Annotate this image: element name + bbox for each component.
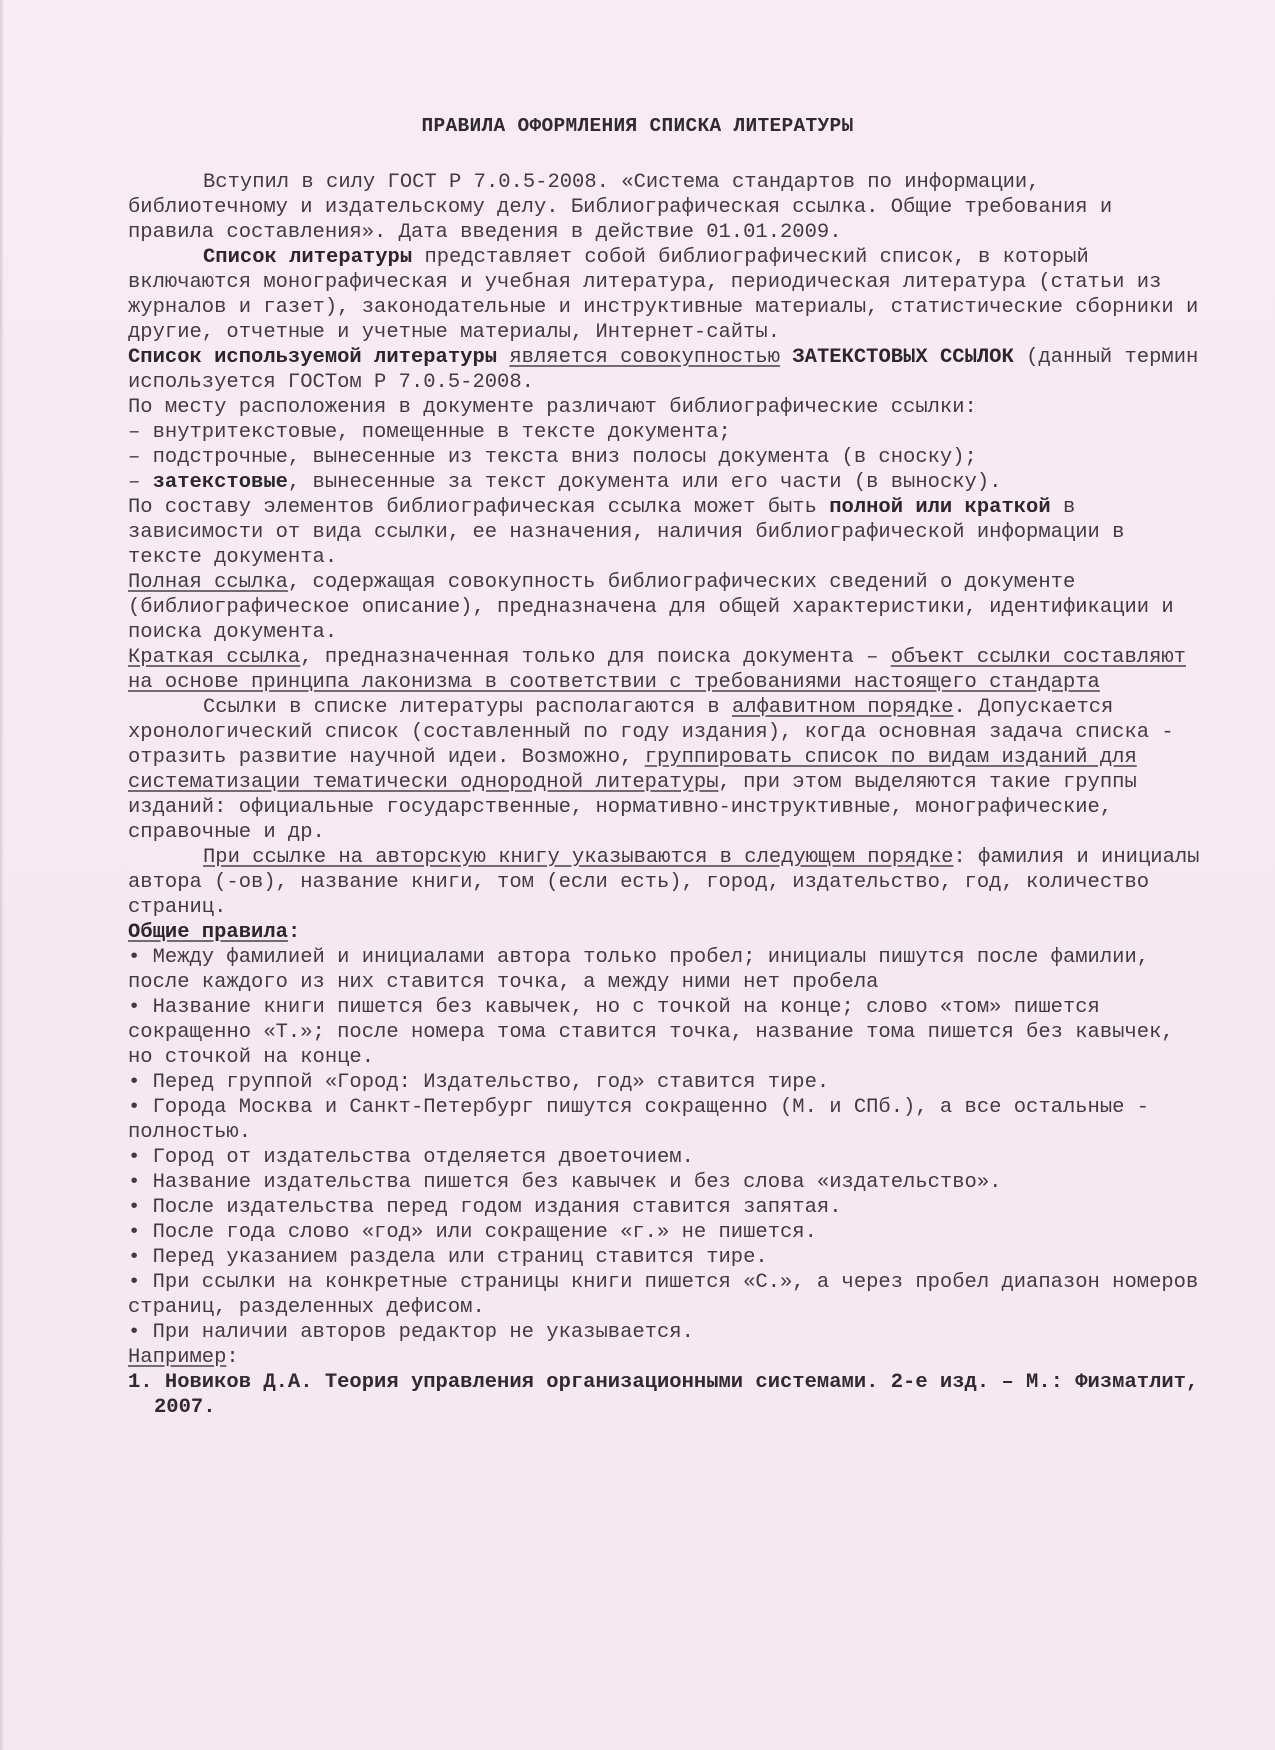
short-reference-paragraph: Краткая ссылка, предназначенная только для поиска документа – объект ссылки составляют на основе принципа лаконизма в соответствии с требованиями настоящего стандарта	[128, 646, 1186, 694]
rule-item: • Перед группой «Город: Издательство, год» ставится тире.	[128, 1071, 830, 1094]
definition-text: (данный термин используется ГОСТом Р 7.0.5-2008.	[128, 346, 1199, 394]
underlined-phrase: Краткая ссылка	[128, 646, 301, 669]
general-rules-heading: Общие правила:	[128, 921, 301, 944]
rule-item: • После издательства перед годом издания ставится запятая.	[128, 1196, 842, 1219]
example-reference: 1. Новиков Д.А. Теория управления организационными системами. 2-е изд. – М.: Физматлит, 2007.	[128, 1371, 1199, 1419]
ordering-paragraph: Ссылки в списке литературы располагаются в алфавитном порядке. Допускается хронологический список (составленный по году издания), когда основная задача списка - отразить развитие научной идеи. Возможно, группировать список по видам изданий для систематизации тематически однородной литературы, при этом выделяются такие группы изданий: официальные государственные, нормативно-инструктивные, монографические, справочные и др.	[128, 696, 1174, 844]
underlined-phrase: алфавитном порядке	[732, 696, 954, 719]
underlined-phrase: группировать список по видам изданий для систематизации тематически однородной литературы	[128, 746, 1137, 794]
rule-item: • Город от издательства отделяется двоеточием.	[128, 1146, 694, 1169]
composition-paragraph: По составу элементов библиографическая ссылка может быть полной или краткой в зависимости от вида ссылки, ее назначения, наличия библиографической информации в тексте документа.	[128, 496, 1125, 569]
location-paragraph: По месту расположения в документе различают библиографические ссылки:	[128, 396, 977, 419]
full-reference-paragraph: Полная ссылка, содержащая совокупность библиографических сведений о документе (библиографическое описание), предназначена для общей характеристики, идентификации и поиска документа.	[128, 571, 1174, 644]
definition-text: представляет собой библиографический список, в который включаются монографическая и учебная литература, периодическая литература (статьи из журналов и газет), законодательные и инструктивные материалы, статистические сборники и другие, отчетные и учетные материалы, Интернет-сайты.	[128, 246, 1199, 344]
list-definition-paragraph	[128, 345, 1208, 395]
underlined-phrase: Полная ссылка	[128, 571, 288, 594]
rule-item: • После года слово «год» или сокращение «г.» не пишется.	[128, 1221, 817, 1244]
underlined-phrase: объект ссылки составляют на основе принципа лаконизма в соответствии с требованиями настоящего стандарта	[128, 646, 1186, 694]
dash-item: – внутритекстовые, помещенные в тексте документа;	[128, 421, 731, 444]
dash-item: – подстрочные, вынесенные из текста вниз полосы документа (в сноску);	[128, 446, 977, 469]
term-bold: Список литературы	[203, 246, 413, 269]
rule-item: • Перед указанием раздела или страниц ставится тире.	[128, 1246, 768, 1269]
definition-paragraph	[128, 245, 1208, 345]
underlined-phrase: является совокупностью	[509, 346, 781, 369]
rule-item: • Города Москва и Санкт-Петербург пишутся сокращенно (М. и СПб.), а все остальные - полностью.	[128, 1096, 1150, 1144]
intro-paragraph: Вступил в силу ГОСТ Р 7.0.5-2008. «Система стандартов по информации, библиотечному и издательскому делу. Библиографическая ссылка. Общие требования и правила составления». Дата введения в действие 01.01.2009.	[128, 171, 1113, 244]
rule-item: • При наличии авторов редактор не указывается.	[128, 1321, 694, 1344]
rule-item: • Название издательства пишется без кавычек и без слова «издательство».	[128, 1171, 1002, 1194]
author-book-paragraph: При ссылке на авторскую книгу указываются в следующем порядке: фамилия и инициалы автора (-ов), название книги, том (если есть), город, издательство, год, количество страниц.	[128, 846, 1200, 919]
term-bold: Список используемой литературы	[128, 346, 498, 369]
dash-item: – затекстовые, вынесенные за текст документа или его части (в выноску).	[128, 471, 1002, 494]
term-bold: полной или краткой	[829, 496, 1051, 519]
term-bold: затекстовые	[152, 471, 288, 494]
underlined-phrase: При ссылке на авторскую книгу указываются в следующем порядке	[203, 846, 954, 869]
example-label: Например:	[128, 1346, 239, 1369]
rule-item: • Название книги пишется без кавычек, но с точкой на конце; слово «том» пишется сокращенно «Т.»; после номера тома ставится точка, название тома пишется без кавычек, но сточкой на конце.	[128, 996, 1174, 1069]
rule-item: • При ссылки на конкретные страницы книги пишется «С.», а через пробел диапазон номеров страниц, разделенных дефисом.	[128, 1271, 1199, 1319]
rule-item: • Между фамилией и инициалами автора только пробел; инициалы пишутся после фамилии, после каждого из них ставится точка, а между ними нет пробела	[128, 946, 1150, 994]
document-body	[128, 170, 1208, 1420]
page-title: ПРАВИЛА ОФОРМЛЕНИЯ СПИСКА ЛИТЕРАТУРЫ	[421, 115, 854, 137]
term-bold: ЗАТЕКСТОВЫХ ССЫЛОК	[792, 346, 1014, 369]
